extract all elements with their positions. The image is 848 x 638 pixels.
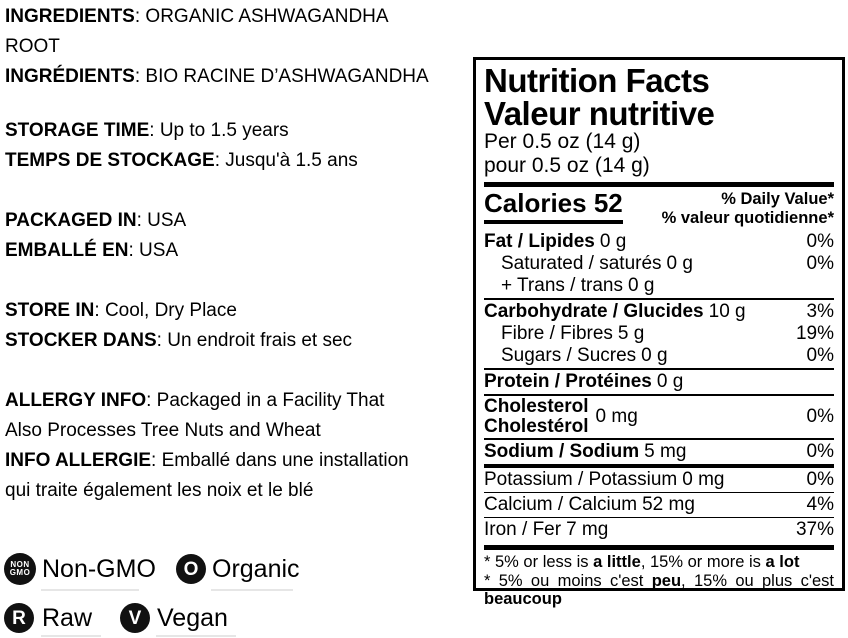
- ingredients-label-en: INGREDIENTS: [5, 6, 135, 27]
- nutrient-row-protein: Protein / Protéines 0 g: [484, 371, 684, 392]
- packaged-label-fr: EMBALLÉ EN: [5, 240, 129, 261]
- vegan-label: Vegan: [157, 604, 228, 632]
- daily-value-header-en: % Daily Value*: [721, 190, 834, 208]
- serving-size-en: Per 0.5 oz (14 g): [484, 130, 641, 153]
- store-text-fr: : Un endroit frais et sec: [156, 330, 353, 351]
- thick-divider-bottom: [484, 545, 834, 550]
- raw-icon-letter: R: [12, 607, 26, 629]
- storage-line-en: [5, 116, 358, 146]
- organic-icon-letter: O: [183, 558, 199, 580]
- ingredients-line-en: [5, 2, 429, 32]
- footnote-en: * 5% or less is a little, 15% or more is a lot: [484, 553, 800, 571]
- nutrition-title-en: Nutrition Facts: [484, 62, 710, 99]
- allergy-label-fr: INFO ALLERGIE: [5, 450, 152, 471]
- nutrition-facts-panel: [473, 57, 845, 608]
- allergy-label-en: ALLERGY INFO: [5, 390, 147, 411]
- packaged-text-en: : USA: [136, 210, 187, 231]
- nutrient-row-iron: Iron / Fer 7 mg 37%: [484, 519, 834, 540]
- ingredients-block: [5, 2, 429, 92]
- calories-value: Calories 52: [484, 190, 623, 224]
- store-label-en: STORE IN: [5, 300, 95, 321]
- packaged-text-fr: : USA: [128, 240, 179, 261]
- divider-thin: [484, 492, 834, 493]
- vegan-icon-letter: V: [128, 607, 142, 629]
- nutrient-row-sugars: Sugars / Sucres 0 g 0%: [501, 345, 834, 366]
- non-gmo-underline: [41, 589, 139, 591]
- packaged-line-en: [5, 206, 186, 236]
- allergy-line-en-wrap: [5, 416, 409, 446]
- vegan-underline: [156, 635, 236, 637]
- divider: [484, 298, 834, 300]
- ingredients-text-en-2: ROOT: [5, 36, 60, 57]
- ingredients-line-fr: [5, 62, 429, 92]
- store-in-block: [5, 296, 352, 356]
- vegan-icon: [120, 603, 150, 633]
- daily-value-header-fr: % valeur quotidienne*: [661, 209, 834, 227]
- thick-divider-top: [484, 182, 834, 187]
- calories-row: [484, 190, 834, 228]
- cholesterol-name-en: Cholesterol: [484, 396, 589, 417]
- divider: [484, 438, 834, 440]
- storage-text-en: : Up to 1.5 years: [149, 120, 289, 141]
- packaged-label-en: PACKAGED IN: [5, 210, 137, 231]
- divider-thin: [484, 517, 834, 518]
- cholesterol-name-fr: Cholestérol: [484, 416, 589, 437]
- cholesterol-dv: 0%: [806, 406, 834, 427]
- nutrient-row-fat: Fat / Lipides 0 g 0%: [484, 231, 834, 252]
- ingredients-label-fr: INGRÉDIENTS: [5, 66, 135, 87]
- store-label-fr: STOCKER DANS: [5, 330, 157, 351]
- raw-underline: [41, 635, 101, 637]
- organic-label: Organic: [212, 555, 300, 583]
- non-gmo-icon-text-bottom: GMO: [9, 568, 31, 577]
- nutrition-title-fr: Valeur nutritive: [484, 95, 715, 132]
- nutrient-row-fibre: Fibre / Fibres 5 g 19%: [501, 323, 834, 344]
- nutrient-row-saturated: Saturated / saturés 0 g 0%: [501, 253, 834, 274]
- nutrient-row-potassium: Potassium / Potassium 0 mg 0%: [484, 469, 834, 490]
- nutrient-row-cholesterol: [484, 397, 834, 437]
- organic-icon: [176, 554, 206, 584]
- allergy-text-en: : Packaged in a Facility That: [146, 390, 385, 411]
- daily-value-header: [662, 190, 834, 228]
- storage-time-block: [5, 116, 358, 176]
- allergy-text-fr-2: qui traite également les noix et le blé: [5, 480, 314, 501]
- non-gmo-label: Non-GMO: [42, 555, 156, 583]
- cholesterol-amount: 0 mg: [595, 406, 638, 427]
- footnote-fr: * 5% ou moins c'est peu, 15% ou plus c'est beaucoup: [484, 571, 835, 608]
- non-gmo-icon-text-top: NON: [10, 560, 30, 569]
- allergy-block: [5, 386, 409, 506]
- organic-underline: [211, 589, 293, 591]
- allergy-line-en: [5, 386, 409, 416]
- nutrient-row-carbohydrate: Carbohydrate / Glucides 10 g 3%: [484, 301, 834, 322]
- storage-label-en: STORAGE TIME: [5, 120, 150, 141]
- ingredients-text-en: : ORGANIC ASHWAGANDHA: [134, 6, 389, 27]
- packaged-line-fr: [5, 236, 186, 266]
- nutrient-row-sodium: Sodium / Sodium 5 mg 0%: [484, 441, 834, 462]
- store-line-fr: [5, 326, 352, 356]
- storage-line-fr: [5, 146, 358, 176]
- storage-label-fr: TEMPS DE STOCKAGE: [5, 150, 215, 171]
- non-gmo-icon: [4, 553, 36, 585]
- allergy-line-fr: [5, 446, 409, 476]
- nutrient-row-calcium: Calcium / Calcium 52 mg 4%: [484, 494, 834, 515]
- divider: [484, 368, 834, 370]
- storage-text-fr: : Jusqu'à 1.5 ans: [214, 150, 358, 171]
- allergy-line-fr-wrap: [5, 476, 409, 506]
- ingredients-line-en-wrap: [5, 32, 429, 62]
- allergy-text-fr: : Emballé dans une installation: [151, 450, 409, 471]
- packaged-in-block: [5, 206, 186, 266]
- serving-size-fr: pour 0.5 oz (14 g): [484, 154, 650, 177]
- store-line-en: [5, 296, 352, 326]
- raw-label: Raw: [42, 604, 93, 632]
- ingredients-text-fr: : BIO RACINE D’ASHWAGANDHA: [134, 66, 429, 87]
- store-text-en: : Cool, Dry Place: [94, 300, 237, 321]
- allergy-text-en-2: Also Processes Tree Nuts and Wheat: [5, 420, 321, 441]
- nutrient-row-trans: + Trans / trans 0 g: [501, 275, 655, 296]
- raw-icon: [4, 603, 34, 633]
- divider-medium: [484, 464, 834, 468]
